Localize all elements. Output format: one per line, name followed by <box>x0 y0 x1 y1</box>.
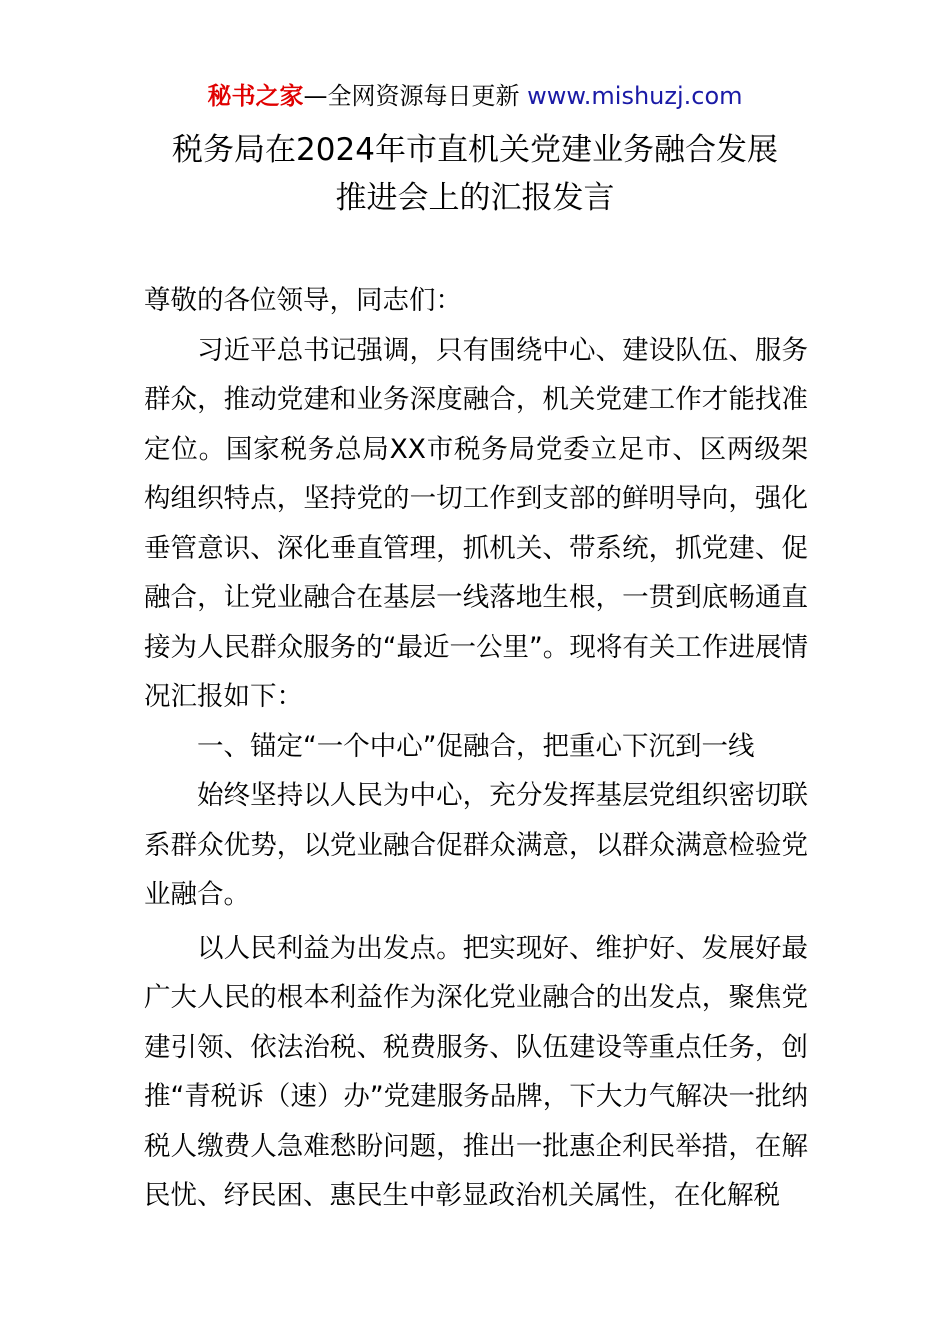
document-body <box>144 276 808 1221</box>
brand-name: 秘书之家 <box>207 82 304 110</box>
paragraph-section-1-intro: 始终坚持以人民为中心，充分发挥基层党组织密切联系群众优势，以党业融合促群众满意，以群众满意检验党业融合。 <box>144 780 808 910</box>
site-url-link[interactable]: www.mishuzj.com <box>527 82 743 110</box>
salutation: 尊敬的各位领导，同志们： <box>144 285 462 316</box>
header-tagline: —全网资源每日更新 <box>303 82 528 110</box>
document-title-line-1: 税务局在2024年市直机关党建业务融合发展 <box>172 132 778 168</box>
site-header <box>0 80 950 112</box>
document-title-line-2: 推进会上的汇报发言 <box>335 180 615 216</box>
paragraph-people-interest: 以人民利益为出发点。把实现好、维护好、发展好最广大人民的根本利益作为深化党业融合的出发点，聚焦党建引领、依法治税、税费服务、队伍建设等重点任务，创推“青税诉（速）办”党建服务品牌，下大力气解决一批纳税人缴费人急难愁盼问题，推出一批惠企利民举措，在解民忧、纾民困、惠民生中彰显政治机关属性，在化解税 <box>144 932 808 1211</box>
paragraph-intro: 习近平总书记强调，只有围绕中心、建设队伍、服务群众，推动党建和业务深度融合，机关党建工作才能找准定位。国家税务总局XX市税务局党委立足市、区两级架构组织特点，坚持党的一切工作到支部的鲜明导向，强化垂管意识、深化垂直管理，抓机关、带系统，抓党建、促融合，让党业融合在基层一线落地生根，一贯到底畅通直接为人民群众服务的“最近一公里”。现将有关工作进展情况汇报如下： <box>144 334 808 712</box>
section-heading-1: 一、锚定“一个中心”促融合，把重心下沉到一线 <box>197 730 755 762</box>
